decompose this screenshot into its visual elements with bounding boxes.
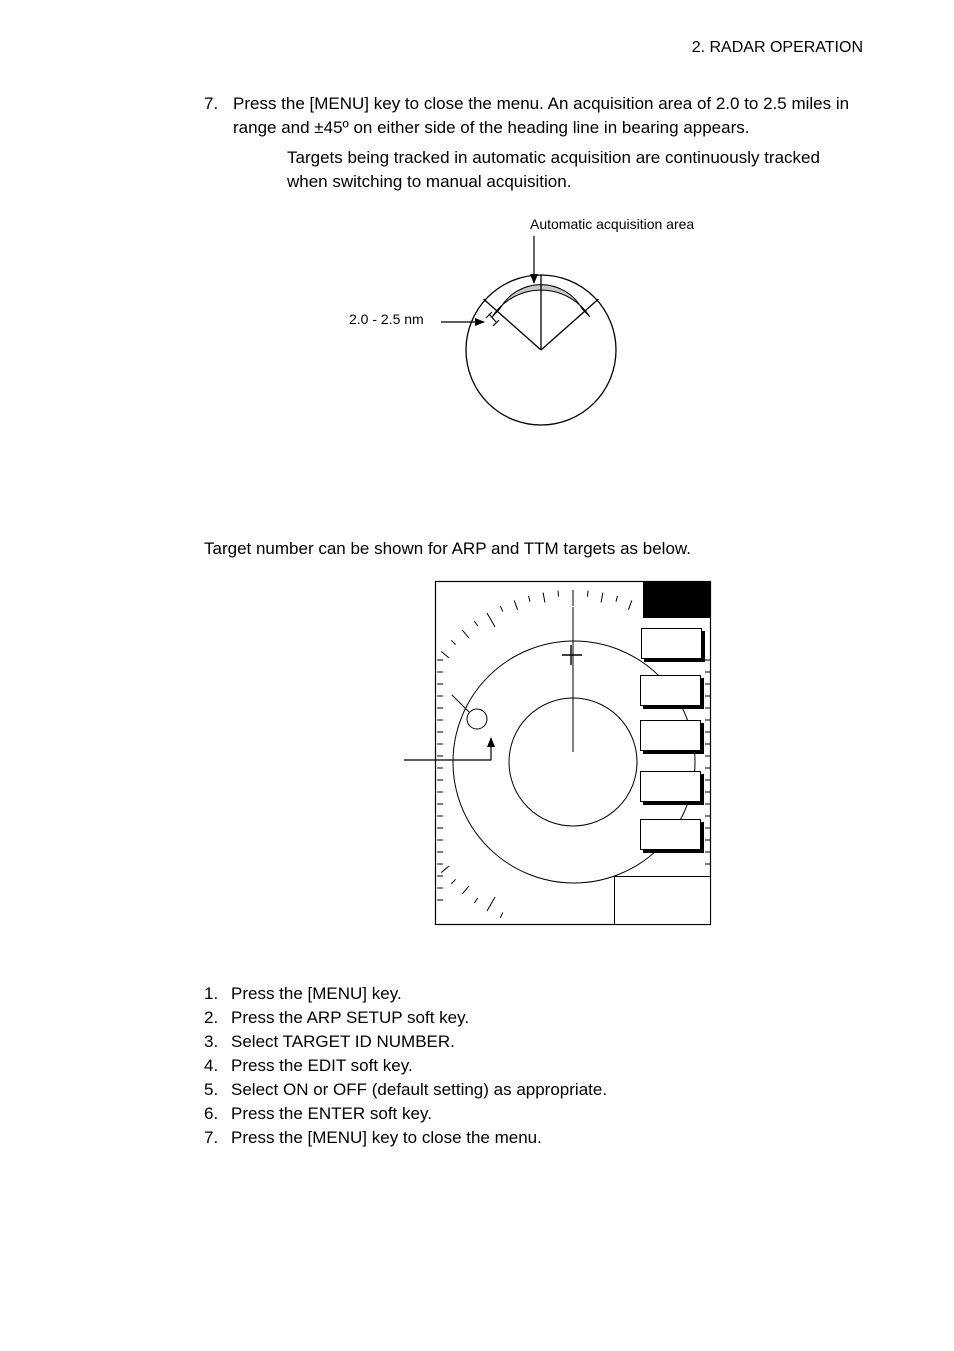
step-text: Select ON or OFF (default setting) as appropriate. bbox=[231, 1080, 608, 1099]
soft-key[interactable] bbox=[641, 820, 701, 850]
list-item bbox=[204, 1102, 904, 1126]
bearing-tick bbox=[441, 866, 449, 873]
soft-key[interactable] bbox=[641, 676, 701, 706]
tracked-target-symbol bbox=[467, 709, 487, 729]
bearing-tick bbox=[543, 593, 545, 603]
step-number: 5. bbox=[204, 1080, 219, 1099]
list-item bbox=[204, 1054, 904, 1078]
list-item bbox=[204, 1126, 904, 1150]
soft-key[interactable] bbox=[641, 772, 701, 802]
bearing-tick bbox=[500, 912, 503, 918]
info-box bbox=[615, 877, 711, 925]
bearing-tick bbox=[628, 600, 631, 609]
bearing-tick bbox=[529, 596, 531, 602]
bearing-tick bbox=[462, 886, 469, 894]
bearing-tick bbox=[558, 591, 559, 597]
step-number: 6. bbox=[204, 1104, 219, 1123]
bearing-tick bbox=[514, 600, 517, 609]
bearing-tick bbox=[487, 613, 495, 627]
target-callout-leader bbox=[404, 738, 491, 760]
bearing-tick bbox=[616, 596, 618, 602]
soft-key-column bbox=[641, 629, 706, 854]
step-text: Press the ENTER soft key. bbox=[231, 1104, 432, 1123]
bearing-tick bbox=[474, 898, 478, 903]
step-number: 2. bbox=[204, 1008, 219, 1027]
bearing-tick bbox=[601, 593, 603, 603]
list-item bbox=[204, 1030, 904, 1054]
list-item bbox=[204, 1078, 904, 1102]
bearing-tick bbox=[500, 606, 503, 612]
step-number: 7. bbox=[204, 1128, 219, 1147]
step-number: 7. bbox=[204, 94, 219, 113]
step-text: Press the ARP SETUP soft key. bbox=[231, 1008, 470, 1027]
soft-key[interactable] bbox=[642, 629, 702, 659]
step-text: Select TARGET ID NUMBER. bbox=[231, 1032, 455, 1051]
bearing-tick bbox=[588, 591, 589, 597]
bearing-tick bbox=[487, 897, 495, 911]
soft-key[interactable] bbox=[641, 721, 701, 751]
step-text: Press the EDIT soft key. bbox=[231, 1056, 413, 1075]
target-vector bbox=[452, 695, 469, 712]
step-number: 3. bbox=[204, 1032, 219, 1051]
intro-paragraph: Target number can be shown for ARP and TTM targets as below. bbox=[204, 539, 691, 558]
bearing-tick bbox=[462, 630, 469, 638]
label-acquisition-area: Automatic acquisition area bbox=[530, 216, 695, 232]
bearing-tick bbox=[451, 879, 455, 883]
section-header: 2. RADAR OPERATION bbox=[691, 39, 863, 56]
list-item bbox=[204, 1006, 904, 1030]
bearing-tick bbox=[441, 651, 449, 658]
step-text: Press the [MENU] key. bbox=[231, 984, 402, 1003]
step-number: 1. bbox=[204, 984, 219, 1003]
step-text: Press the [MENU] key to close the menu. bbox=[231, 1128, 542, 1147]
step-number: 4. bbox=[204, 1056, 219, 1075]
bearing-tick bbox=[451, 640, 455, 644]
list-item bbox=[204, 982, 904, 1006]
step-text: Press the [MENU] key to close the menu. An acquisition area of 2.0 to 2.5 miles in range and ±45º on either side of the heading line in bearing appears. bbox=[233, 94, 850, 137]
note-paragraph: Targets being tracked in automatic acquisition are continuously tracked when switching to manual acquisition. bbox=[287, 148, 820, 191]
bearing-tick bbox=[474, 621, 478, 626]
menu-header-block bbox=[643, 581, 711, 618]
label-range: 2.0 - 2.5 nm bbox=[349, 311, 424, 327]
procedure-steps bbox=[204, 982, 904, 1150]
